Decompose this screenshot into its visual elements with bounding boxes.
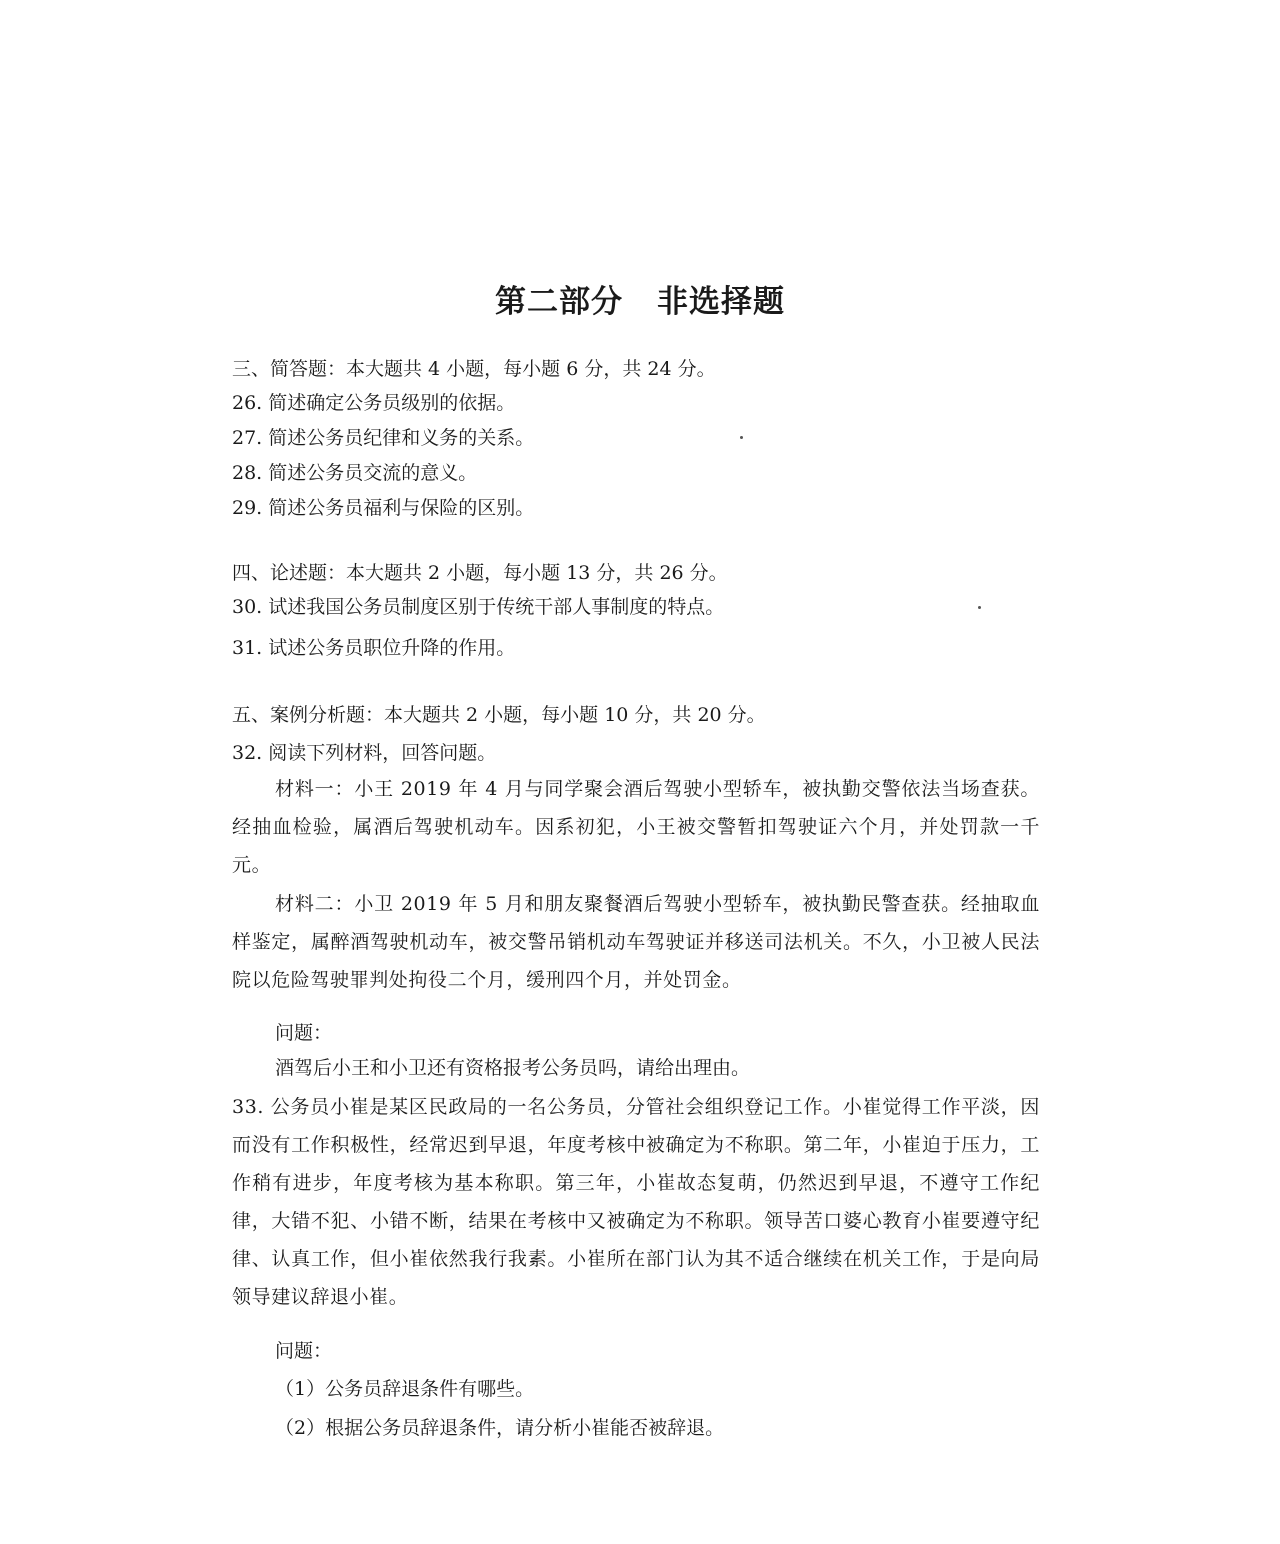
part-title (0, 276, 1280, 321)
q33-subquestion-2: （2）根据公务员辞退条件，请分析小崔能否被辞退。 (275, 1417, 725, 1439)
question-27: 27. 简述公务员纪律和义务的关系。 (232, 427, 535, 449)
q32-question: 酒驾后小王和小卫还有资格报考公务员吗，请给出理由。 (275, 1057, 751, 1079)
question-33-stem: 33. 公务员小崔是某区民政局的一名公务员，分管社会组织登记工作。小崔觉得工作平淡，因而没有工作积极性，经常迟到早退，年度考核中被确定为不称职。第二年，小崔迫于压力，工作稍有进步，年度考核为基本称职。第三年，小崔故态复萌，仍然迟到早退，不遵守工作纪律，大错不犯、小错不断，结果在考核中又被确定为不称职。领导苦口婆心教育小崔要遵守纪律、认真工作，但小崔依然我行我素。小崔所在部门认为其不适合继续在机关工作，于是向局领导建议辞退小崔。 (232, 1096, 1040, 1308)
part-title-label: 第二部分 (495, 284, 623, 320)
scan-speck (978, 606, 981, 609)
q32-material-2: 材料二：小卫 2019 年 5 月和朋友聚餐酒后驾驶小型轿车，被执勤民警查获。经抽取血样鉴定，属醉酒驾驶机动车，被交警吊销机动车驾驶证并移送司法机关。不久，小卫被人民法院以危险驾驶罪判处拘役二个月，缓刑四个月，并处罚金。 (232, 893, 1040, 991)
question-31: 31. 试述公务员职位升降的作用。 (232, 637, 516, 659)
question-30: 30. 试述我国公务员制度区别于传统干部人事制度的特点。 (232, 596, 725, 618)
question-29: 29. 简述公务员福利与保险的区别。 (232, 497, 535, 519)
section4-heading: 四、论述题：本大题共 2 小题，每小题 13 分，共 26 分。 (232, 562, 728, 584)
part-subtitle: 非选择题 (657, 284, 785, 320)
question-26: 26. 简述确定公务员级别的依据。 (232, 392, 516, 414)
q33-question-label: 问题： (275, 1340, 333, 1362)
question-32-stem: 32. 阅读下列材料，回答问题。 (232, 742, 497, 764)
q33-subquestion-1: （1）公务员辞退条件有哪些。 (275, 1378, 535, 1400)
question-28: 28. 简述公务员交流的意义。 (232, 462, 478, 484)
section5-heading: 五、案例分析题：本大题共 2 小题，每小题 10 分，共 20 分。 (232, 704, 766, 726)
scan-speck (740, 436, 743, 439)
section3-heading: 三、简答题：本大题共 4 小题，每小题 6 分，共 24 分。 (232, 358, 716, 380)
q32-question-label: 问题： (275, 1022, 333, 1044)
q32-material-1: 材料一：小王 2019 年 4 月与同学聚会酒后驾驶小型轿车，被执勤交警依法当场查获。经抽血检验，属酒后驾驶机动车。因系初犯，小王被交警暂扣驾驶证六个月，并处罚款一千元。 (232, 778, 1040, 876)
